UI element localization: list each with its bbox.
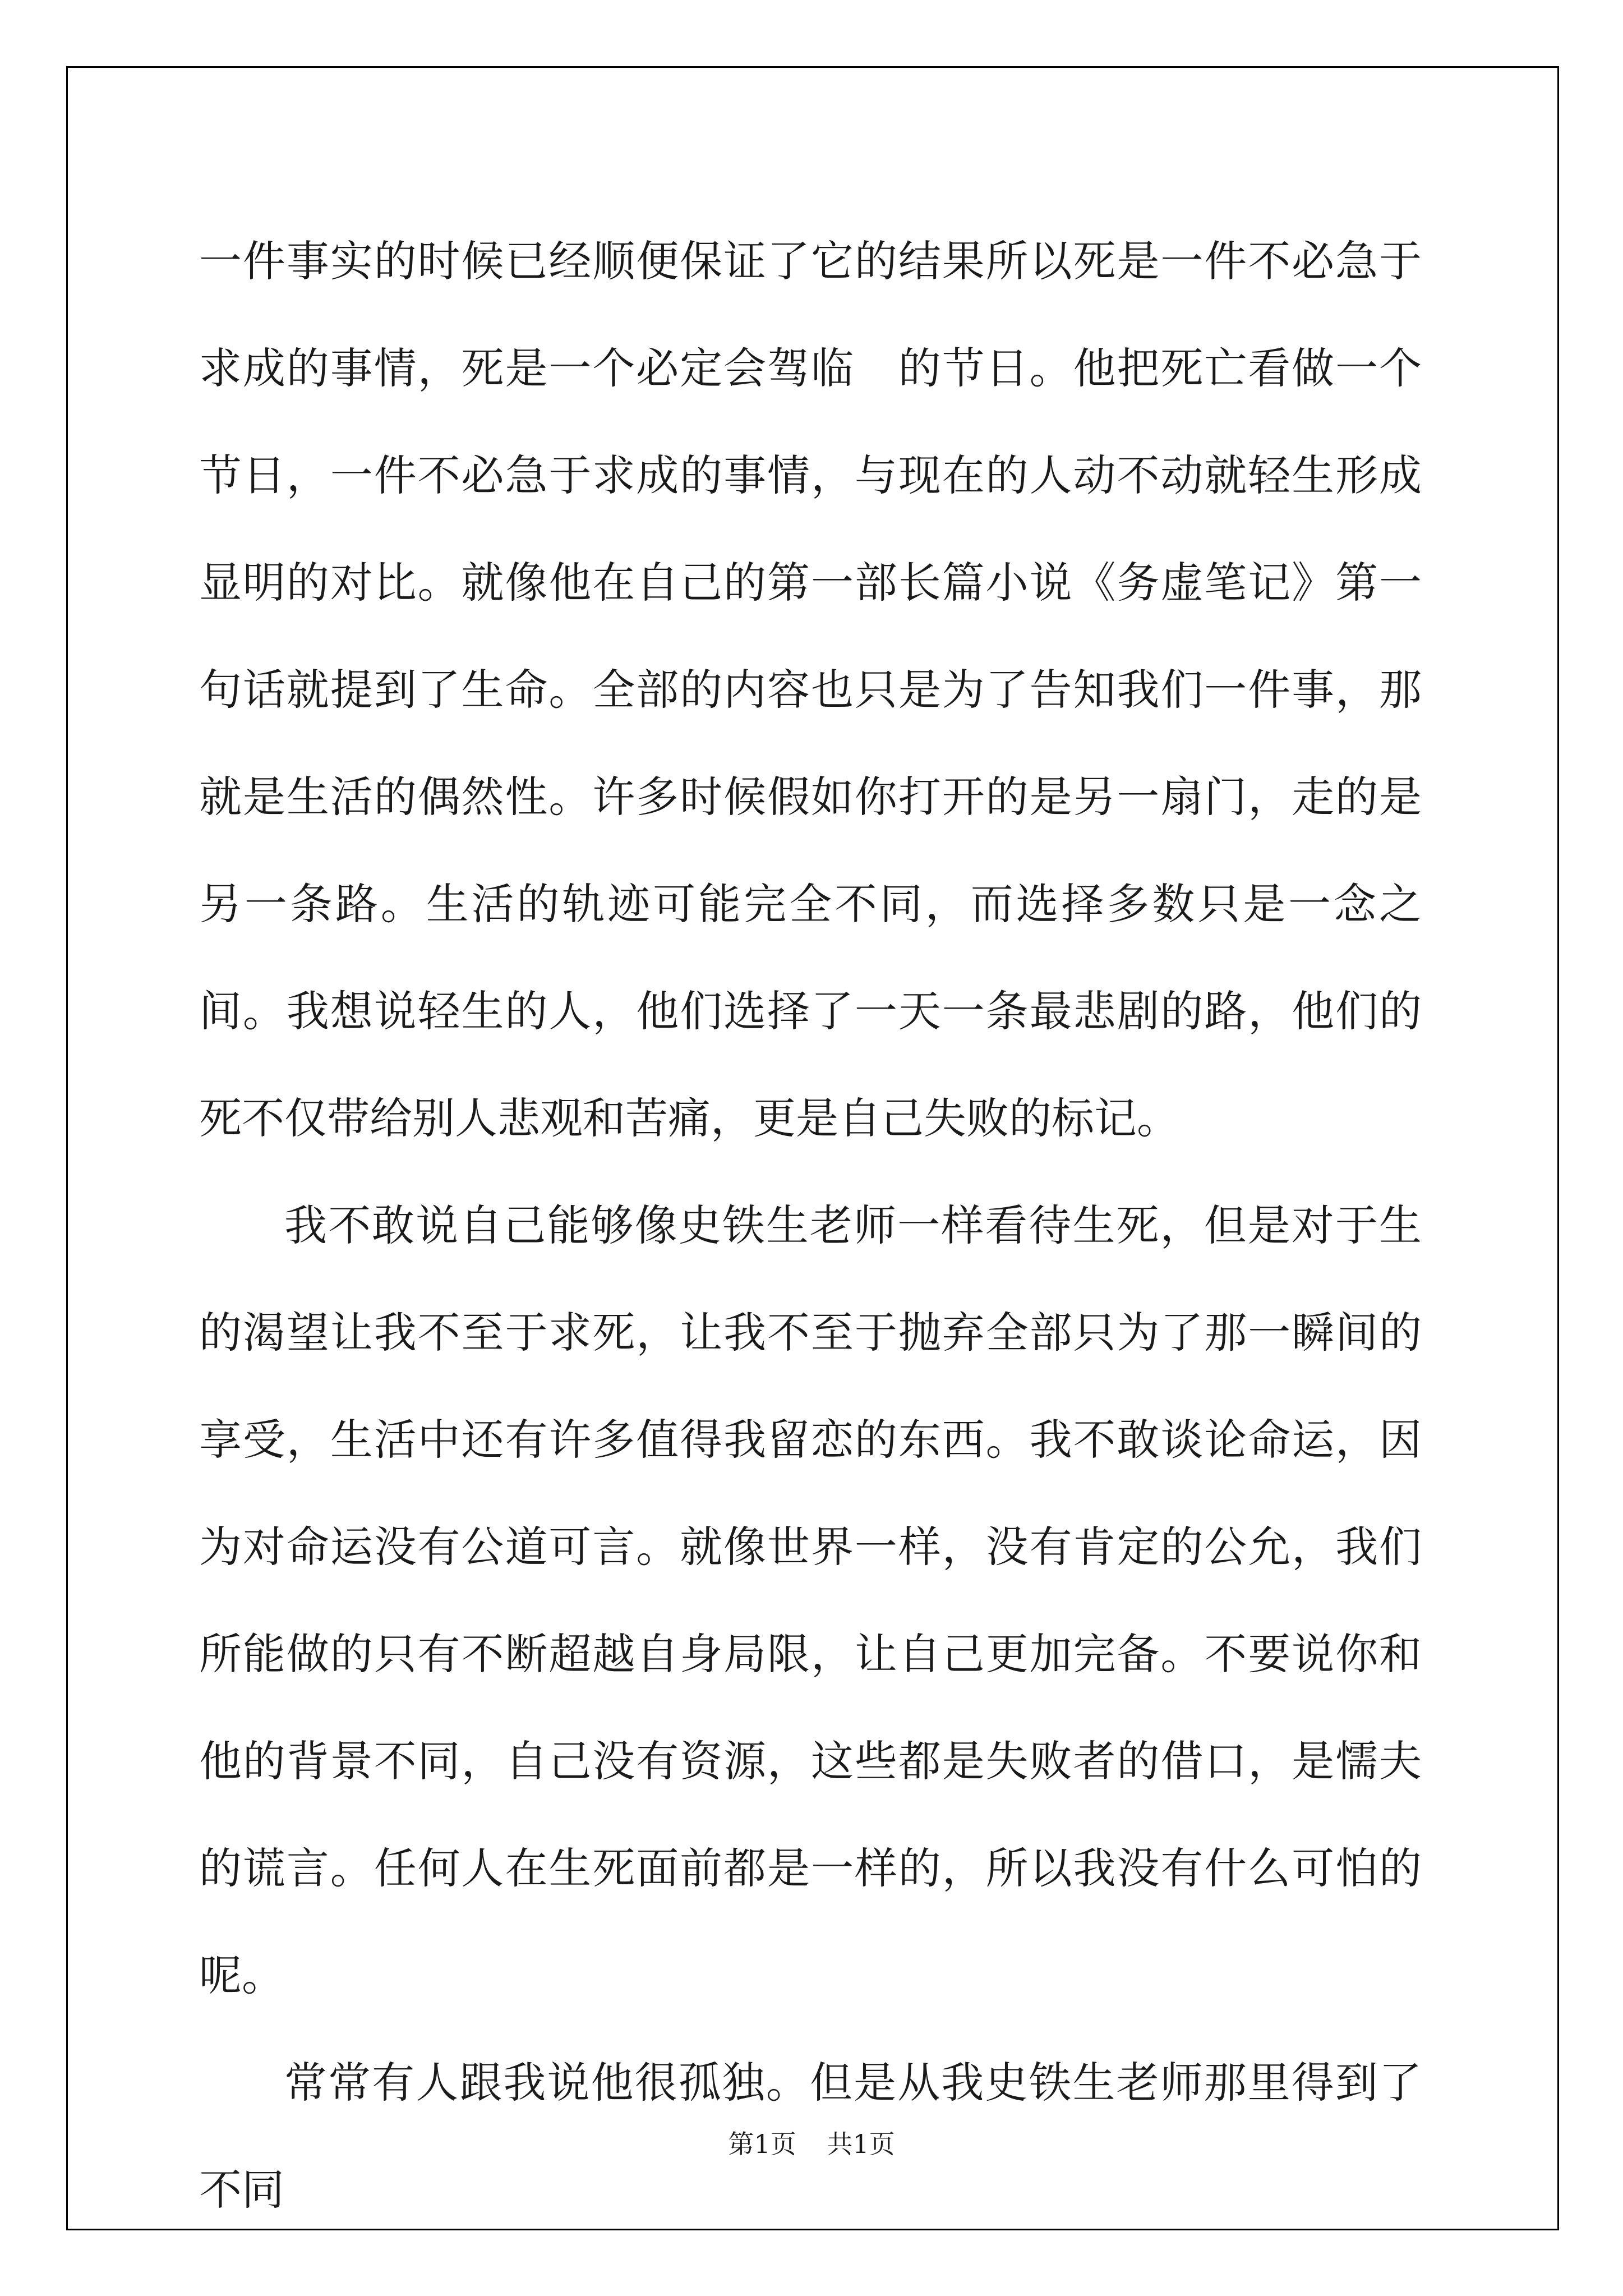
- page-total: 共1页: [827, 2129, 895, 2159]
- page-number: 第1页: [728, 2129, 796, 2159]
- paragraph-3: 常常有人跟我说他很孤独。但是从我史铁生老师那里得到了不同: [199, 2058, 1422, 2215]
- document-body: [199, 208, 1422, 2243]
- paragraph-2: 我不敢说自己能够像史铁生老师一样看待生死，但是对于生的渴望让我不至于求死，让我不至于抛弃全部只为了那一瞬间的享受，生活中还有许多值得我留恋的东西。我不敢谈论命运，因为对命运没有公道可言。就像世界一样，没有肯定的公允，我们所能做的只有不断超越自身局限，让自己更加完备。不要说你和他的背景不同，自己没有资源，这些都是失败者的借口，是懦夫的谎言。任何人在生死面前都是一样的，所以我没有什么可怕的呢。: [199, 1200, 1422, 2000]
- page-footer: [0, 2127, 1623, 2161]
- paragraph-1: 一件事实的时候已经顺便保证了它的结果所以死是一件不必急于求成的事情，死是一个必定会驾临 的节日。他把死亡看做一个节日，一件不必急于求成的事情，与现在的人动不动就轻生形成显明的对比。就像他在自己的第一部长篇小说《务虚笔记》第一句话就提到了生命。全部的内容也只是为了告知我们一件事，那就是生活的偶然性。许多时候假如你打开的是另一扇门，走的是另一条路。生活的轨迹可能完全不同，而选择多数只是一念之间。我想说轻生的人，他们选择了一天一条最悲剧的路，他们的死不仅带给别人悲观和苦痛，更是自己失败的标记。: [199, 236, 1422, 1143]
